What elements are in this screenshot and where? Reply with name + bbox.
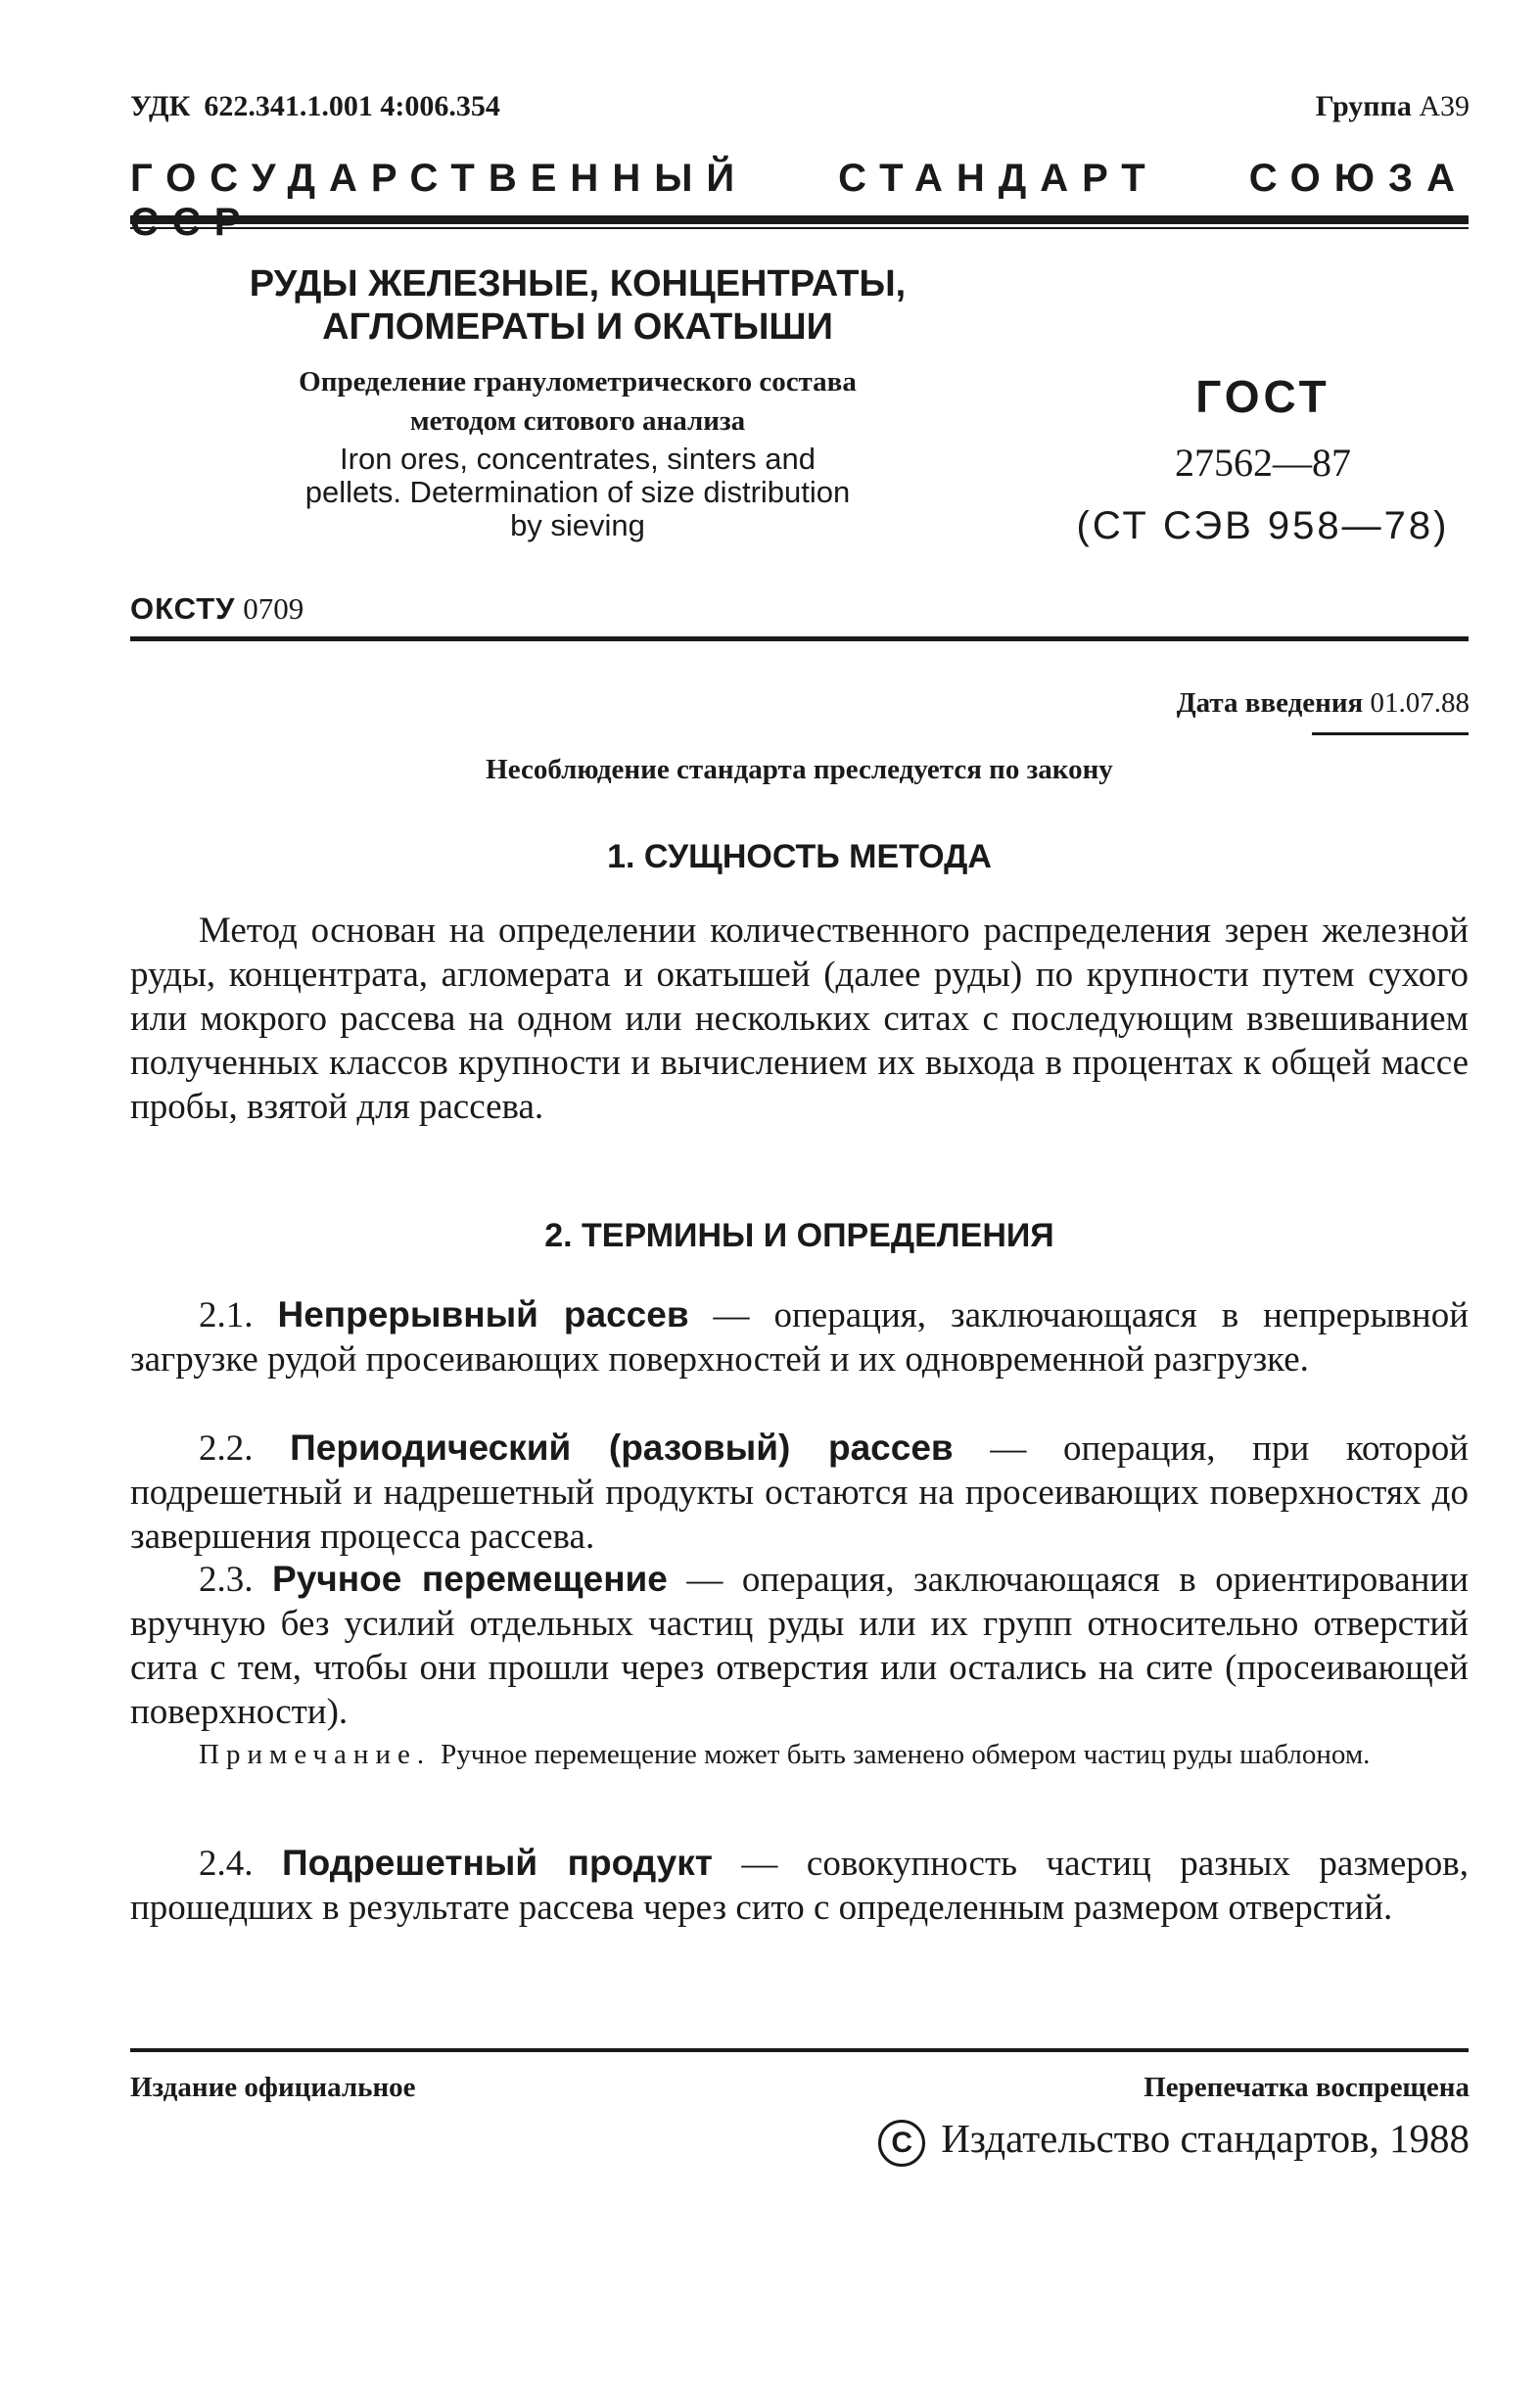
state-standard-heading: ГОСУДАРСТВЕННЫЙ СТАНДАРТ СОЮЗА [130,157,1469,200]
definition-number: 2.1. [199,1295,254,1335]
subtitle-line-1: Определение гранулометрического состава [299,366,857,398]
udk-value: 622.341.1.001 4:006.354 [204,90,500,122]
definition-2-1 [130,1292,1469,1381]
definition-number: 2.2. [199,1428,254,1469]
okstu-value: 0709 [243,591,304,626]
definition-term: Непрерывный рассев [277,1294,689,1334]
document-title [196,262,959,349]
note [130,1737,1469,1772]
group-value: А39 [1419,90,1470,122]
definition-2-2 [130,1426,1469,1559]
gost-sev-number: (СТ СЭВ 958—78) [1076,504,1450,547]
official-edition-label: Издание официальное [130,2072,416,2103]
copyright-line [878,2115,1470,2167]
section-2-heading: 2. ТЕРМИНЫ И ОПРЕДЕЛЕНИЯ [544,1217,1054,1254]
udk-label: УДК [130,90,191,122]
section-1-text: Метод основан на определении количественного распределения зерен железной руды, концентрата, агломерата и окатышей (далее руды) по крупности путем сухого или мокрого рассева на одном или нескольких ситах с последующим взвешиванием полученных классов крупности и вычислением их выхода в процентах к общей массе пробы, взятой для рассева. [130,911,1469,1127]
title-line-1: РУДЫ ЖЕЛЕЗНЫЕ, КОНЦЕНТРАТЫ, [249,263,907,304]
introduction-date-label: Дата введения [1176,687,1364,719]
subtitle-line-2: методом ситового анализа [409,405,746,437]
document-subtitle [196,362,959,441]
introduction-date [1177,687,1470,720]
definition-text: — операция, при которой подрешетный и надрешетный продукты остаются на просеивающих поверхностях до завершения процесса рассева. [130,1428,1470,1557]
group-code [1316,90,1470,123]
note-label: Примечание. [199,1739,432,1770]
okstu-code [130,591,303,627]
gost-number: 27562—87 [1175,441,1351,485]
title-line-2: АГЛОМЕРАТЫ И ОКАТЫШИ [322,306,833,348]
note-text: Ручное перемещение может быть заменено обмером частиц руды шаблоном. [441,1739,1371,1770]
english-title-line-3: by sieving [510,508,645,542]
copyright-icon: C [878,2120,925,2167]
group-label: Группа [1315,90,1412,122]
reprint-prohibited-label: Перепечатка воспрещена [1143,2072,1470,2103]
definition-2-3 [130,1557,1469,1734]
introduction-date-value: 01.07.88 [1370,687,1470,719]
definition-term: Подрешетный продукт [282,1843,713,1883]
copyright-text: Издательство стандартов, 1988 [941,2116,1470,2161]
english-title [196,443,959,542]
definition-2-4 [130,1841,1469,1930]
title-rule [130,636,1469,641]
definition-text: — операция, заключающаяся в непрерывной загрузке рудой просеивающих поверхностей и их одновременной разгрузке. [130,1295,1469,1380]
definition-text: — операция, заключающаяся в ориентировании вручную без усилий отдельных частиц руды или их групп относительно отверстий сита с тем, чтобы они прошли через отверстия или остались на сите (просеивающей поверхности). [130,1560,1470,1732]
english-title-line-1: Iron ores, concentrates, sinters and [340,442,816,476]
header-rule-thin [130,227,1469,229]
section-1-heading: 1. СУЩНОСТЬ МЕТОДА [607,838,992,875]
definition-term: Периодический (разовый) рассев [290,1428,954,1468]
definition-number: 2.3. [199,1560,254,1600]
footer-rule [130,2048,1469,2052]
definition-text: — совокупность частиц разных размеров, прошедших в результате рассева через сито с определенным размером отверстий. [130,1844,1469,1928]
definition-number: 2.4. [199,1844,254,1884]
english-title-line-2: pellets. Determination of size distribution [304,475,851,509]
gost-label: ГОСТ [1195,371,1330,422]
legal-warning: Несоблюдение стандарта преследуется по закону [486,754,1113,785]
date-rule [1312,732,1469,735]
definition-term: Ручное перемещение [272,1559,668,1599]
udk-code [130,90,500,123]
gost-designation [1057,367,1469,557]
okstu-label: ОКСТУ [130,591,236,626]
header-rule-thick [130,215,1469,224]
